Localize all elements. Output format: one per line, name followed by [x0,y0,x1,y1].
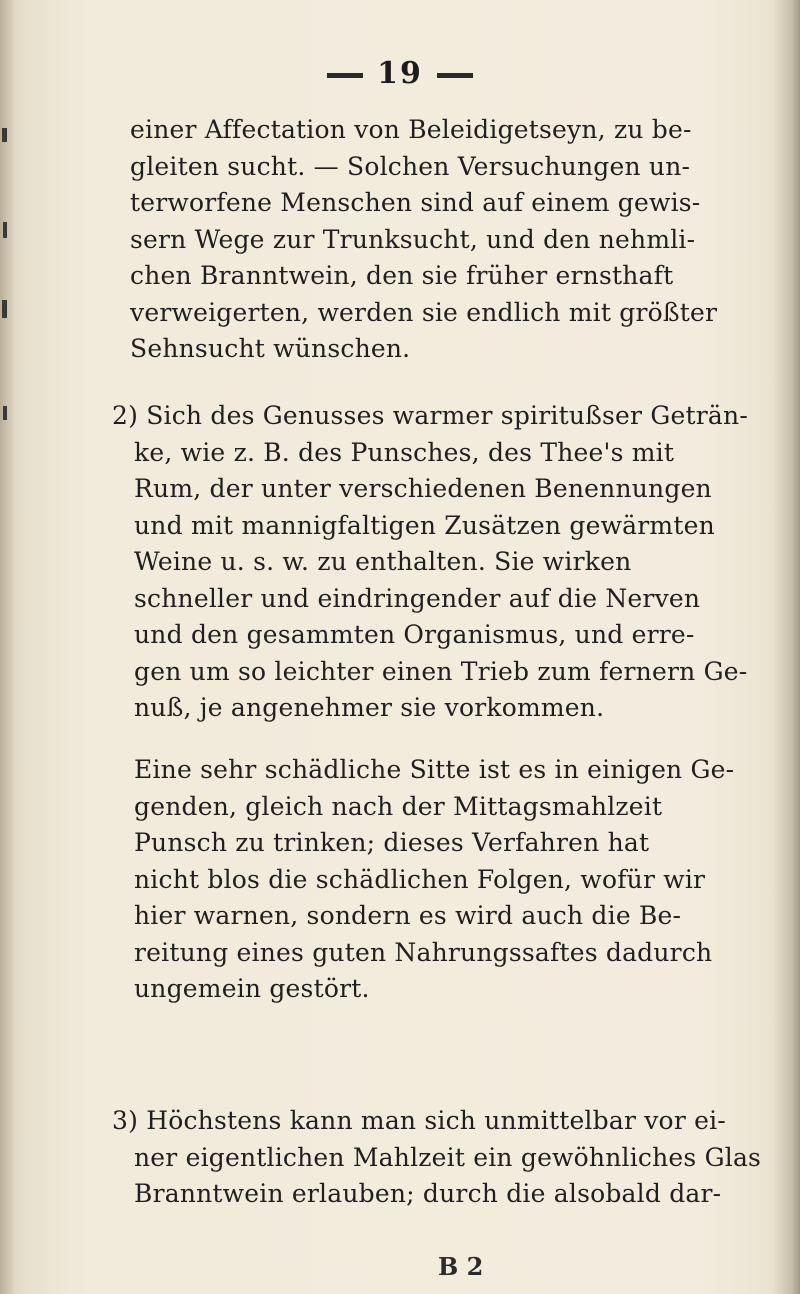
text-line: und den gesammten Organismus, und erre- [134,620,695,649]
text-line: einer Affectation von Beleidigetseyn, zu be- [130,115,692,144]
text-line: ungemein gestört. [134,974,370,1003]
printer-signature-mark: B 2 [438,1252,484,1281]
text-line: hier warnen, sondern es wird auch die Be- [134,901,682,930]
header-rule-right [437,73,473,78]
text-line: sern Wege zur Trunksucht, und den nehmli- [130,224,696,254]
text-line: Branntwein erlauben; durch die alsobald dar- [134,1179,722,1208]
margin-mark [2,300,7,318]
text-line: Punsch zu trinken; dieses Verfahren hat [134,828,650,857]
paragraph-4 [112,1103,761,1213]
text-line: terworfene Menschen sind auf einem gewis- [130,188,701,217]
paragraph-1 [130,112,717,368]
page-edge-shadow [774,0,800,1294]
margin-mark [3,406,7,420]
text-line: gen um so leichter einen Trieb zum fernern Ge- [134,656,748,686]
text-line: Sehnsucht wünschen. [130,334,411,363]
text-line: genden, gleich nach der Mittagsmahlzeit [134,791,663,821]
margin-mark [3,222,7,238]
text-line: nicht blos die schädlichen Folgen, wofür wir [134,864,706,894]
text-line: 3) Höchstens kann man sich unmittelbar vor ei- [112,1106,726,1135]
text-line: verweigerten, werden sie endlich mit größter [130,297,718,327]
text-line: Eine sehr schädliche Sitte ist es in einigen Ge- [134,755,735,784]
margin-mark [2,128,7,142]
text-line: gleiten sucht. — Solchen Versuchungen un- [130,151,691,181]
text-line: ner eigentlichen Mahlzeit ein gewöhnliches Glas [134,1142,762,1172]
text-line: reitung eines guten Nahrungssaftes dadurch [134,937,713,967]
text-line: 2) Sich des Genusses warmer spiritußser Geträn- [112,401,748,430]
text-line: schneller und eindringender auf die Nerven [134,583,701,613]
text-line: ke, wie z. B. des Punsches, des Thee's mit [134,437,675,467]
text-line: Weine u. s. w. zu enthalten. Sie wirken [134,547,632,576]
page-number: 19 [377,56,423,91]
book-spine-shadow [0,0,14,1294]
text-line: chen Branntwein, den sie früher ernsthaft [130,261,674,290]
paragraph-2 [112,398,748,727]
paragraph-3 [134,752,734,1008]
header-rule-left [327,73,363,78]
page-header [0,56,800,91]
text-line: und mit mannigfaltigen Zusätzen gewärmten [134,510,715,540]
text-line: nuß, je angenehmer sie vorkommen. [134,693,605,722]
text-line: Rum, der unter verschiedenen Benennungen [134,474,712,503]
